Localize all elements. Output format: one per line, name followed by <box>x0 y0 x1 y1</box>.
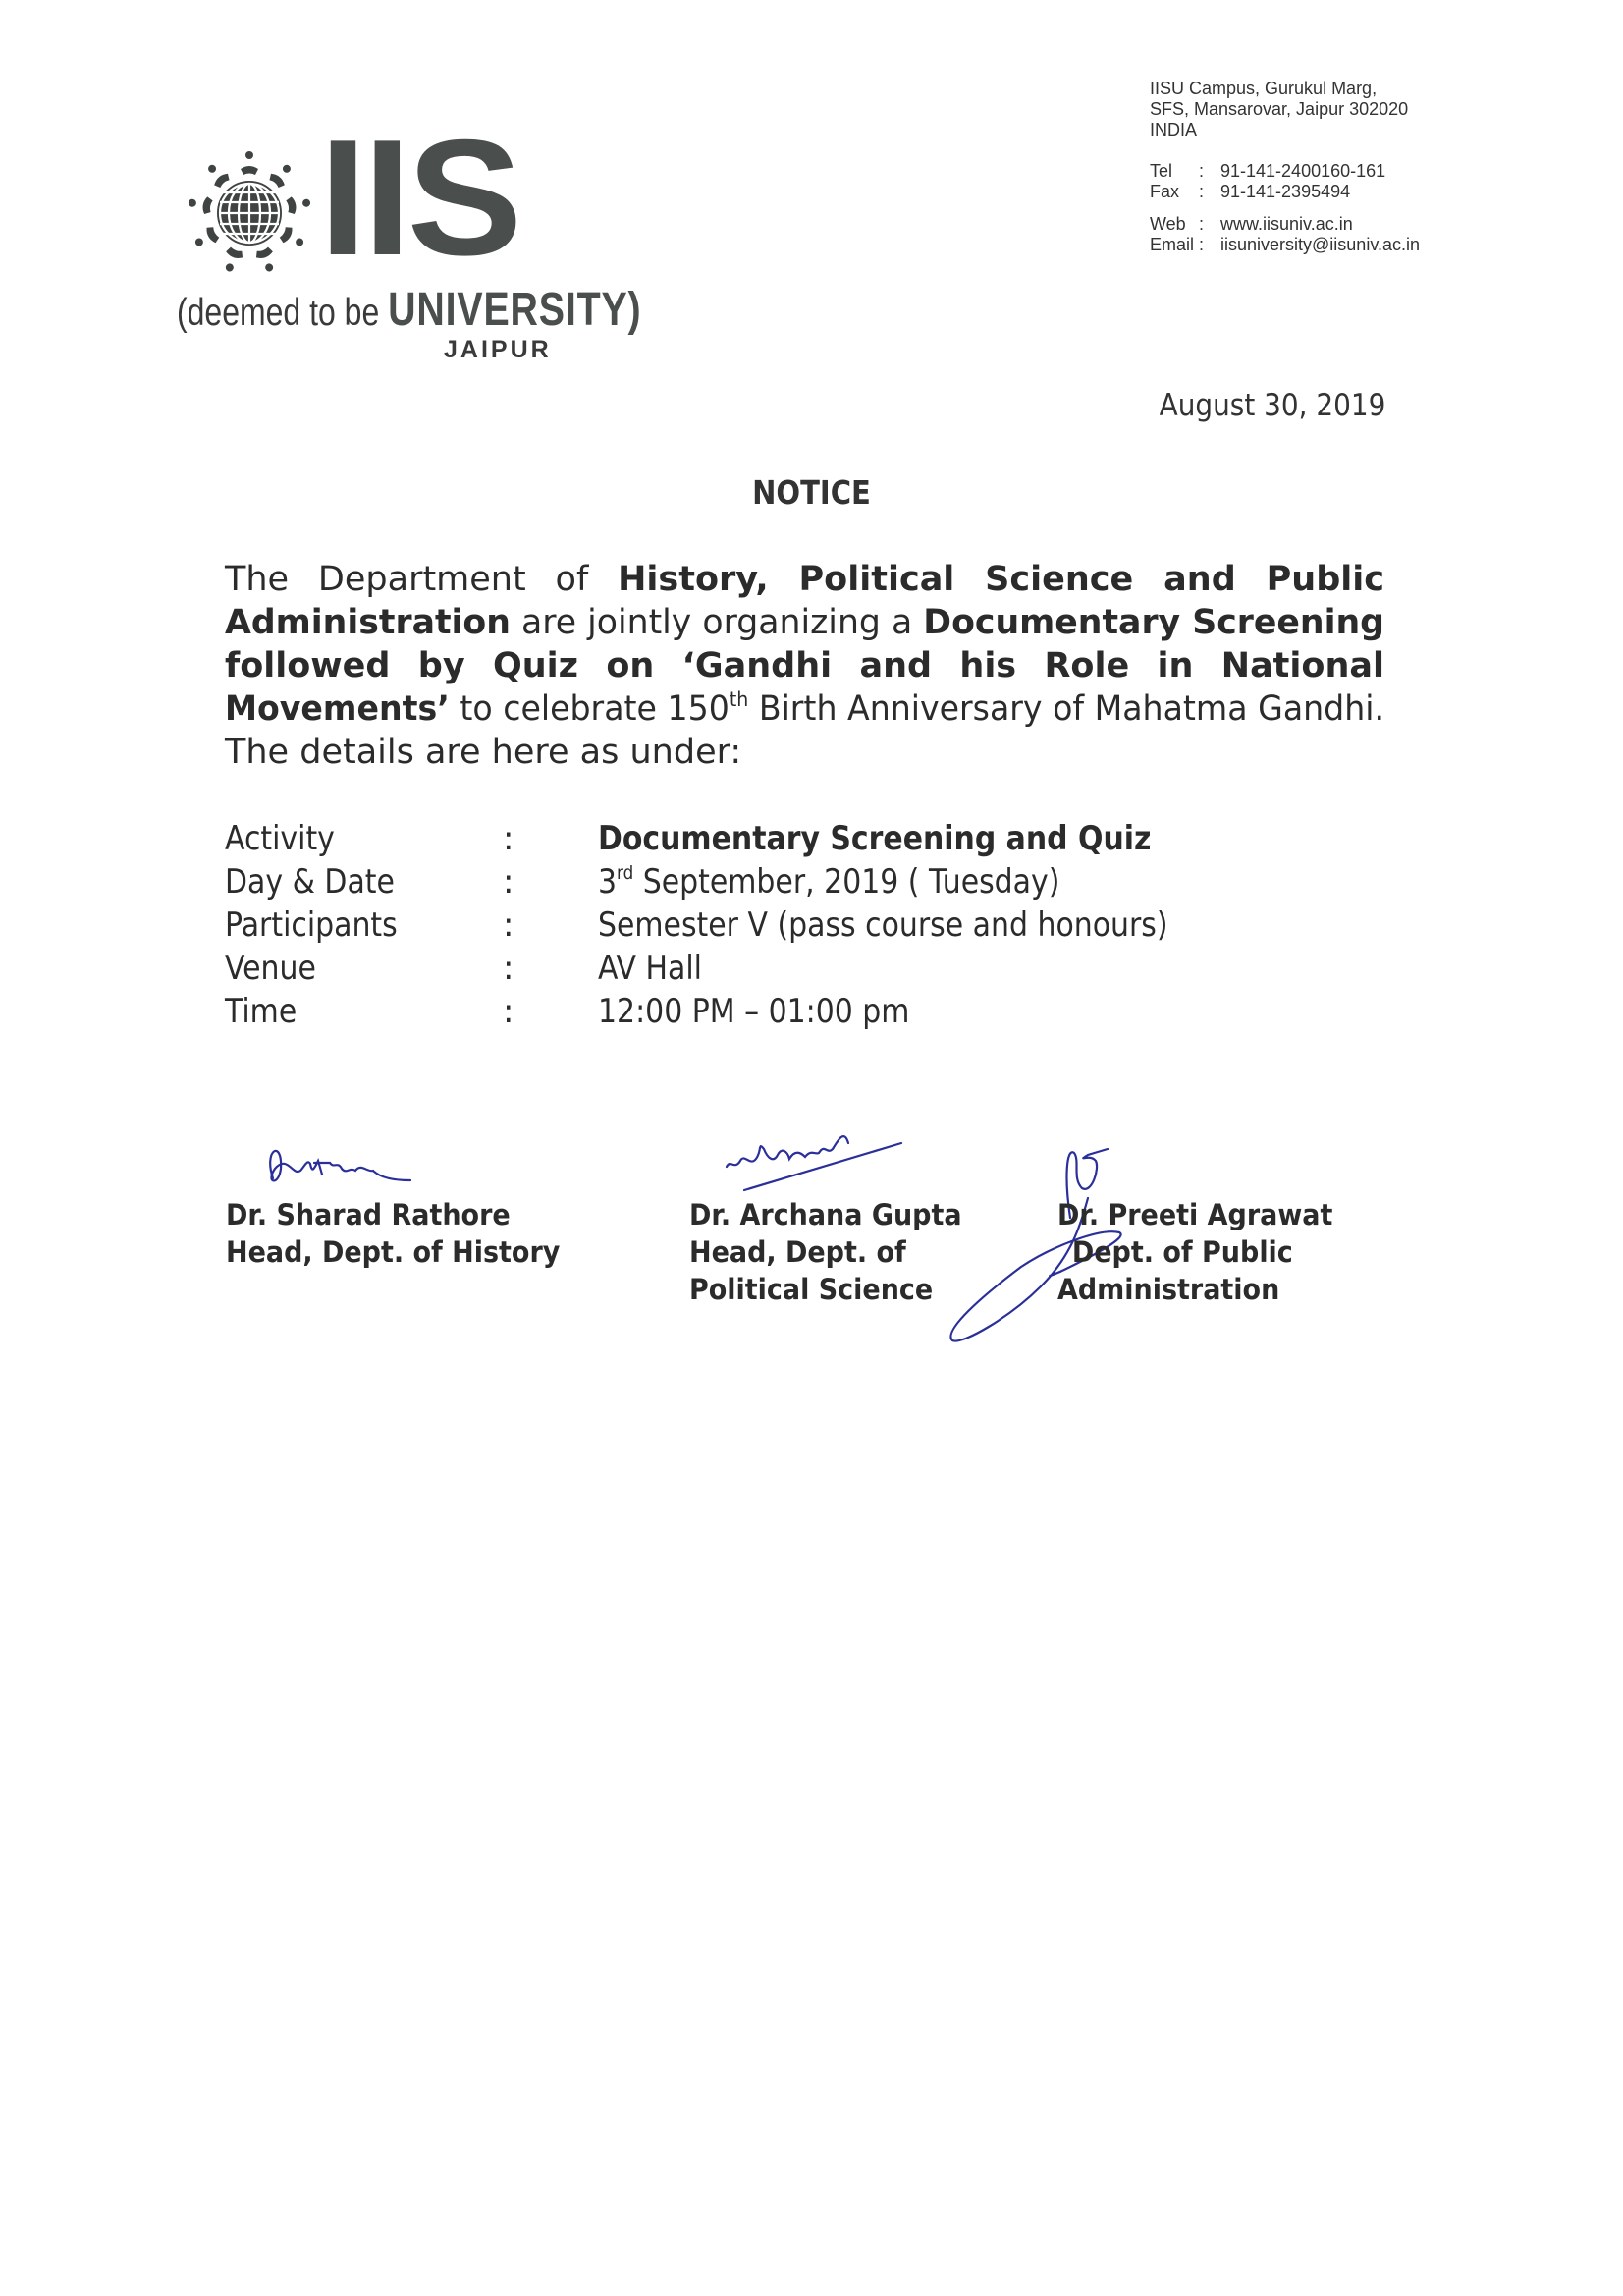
email-label: Email <box>1150 235 1195 254</box>
date-day: 3 <box>598 862 618 902</box>
body-line-2 <box>225 601 1384 644</box>
signatory-title: Dept. of Public <box>1071 1235 1293 1269</box>
body-bold-text: Movements’ <box>225 689 450 729</box>
signatory-department: Political Science <box>689 1273 934 1306</box>
ordinal-suffix: rd <box>617 862 634 884</box>
date-rest: September, 2019 ( Tuesday) <box>633 862 1060 902</box>
globe-emblem-icon <box>182 145 317 281</box>
activity-value: Documentary Screening and Quiz <box>598 819 1152 858</box>
signature-gupta <box>717 1120 933 1198</box>
signature-rathore <box>253 1139 420 1198</box>
email-row <box>1150 235 1420 255</box>
logo-university-text: UNIVERSITY) <box>388 284 642 336</box>
detail-separator: : <box>503 949 514 988</box>
logo-deemed-text: (deemed to be <box>177 292 380 334</box>
body-bold-text: Documentary Screening <box>923 603 1384 642</box>
web-row <box>1150 214 1420 235</box>
signatory-agrawat <box>1057 1196 1353 1308</box>
event-details <box>225 817 1246 1033</box>
detail-value: Semester V (pass course and honours) <box>598 905 1168 945</box>
email-value[interactable]: iisuniversity@iisuniv.ac.in <box>1220 235 1421 254</box>
logo-city: JAIPUR <box>444 336 552 363</box>
web-value[interactable]: www.iisuniv.ac.in <box>1220 214 1353 234</box>
detail-value: 12:00 PM – 01:00 pm <box>598 992 910 1031</box>
notice-title: NOTICE <box>752 473 871 512</box>
detail-row-venue <box>225 947 1246 990</box>
tel-row <box>1150 161 1420 182</box>
detail-value <box>598 817 1226 860</box>
body-text: Birth Anniversary of Mahatma Gandhi. <box>748 689 1385 729</box>
detail-separator: : <box>503 862 514 902</box>
fax-row <box>1150 182 1420 202</box>
detail-separator: : <box>503 992 514 1031</box>
fax-value: 91-141-2395494 <box>1220 182 1351 201</box>
detail-label: Time <box>225 992 298 1031</box>
detail-separator: : <box>503 905 514 945</box>
fax-label: Fax <box>1150 182 1180 201</box>
fax-separator: : <box>1199 182 1205 201</box>
web-label: Web <box>1150 214 1186 234</box>
tel-separator: : <box>1199 161 1205 181</box>
address-line-2: SFS, Mansarovar, Jaipur 302020 <box>1150 99 1409 119</box>
signatory-rathore <box>226 1196 585 1271</box>
logo-tagline <box>177 283 641 337</box>
signatory-name: Dr. Archana Gupta <box>689 1198 962 1231</box>
address-line-3: INDIA <box>1150 120 1198 139</box>
signatory-title: Head, Dept. of <box>689 1235 906 1269</box>
detail-value <box>598 860 1059 903</box>
signatory-gupta <box>689 1196 982 1308</box>
email-separator: : <box>1199 235 1205 254</box>
body-text: to celebrate 150 <box>449 689 730 729</box>
signatory-department: Administration <box>1057 1273 1280 1306</box>
logo-wordmark: IIS <box>319 105 519 290</box>
ordinal-suffix: th <box>729 687 749 711</box>
body-line-1 <box>225 558 1384 601</box>
detail-separator: : <box>503 819 514 858</box>
detail-label: Participants <box>225 905 398 945</box>
body-line-5: The details are here as under: <box>225 733 742 772</box>
detail-row-date <box>225 860 1246 903</box>
address-line-1: IISU Campus, Gurukul Marg, <box>1150 79 1378 98</box>
detail-value: AV Hall <box>598 949 702 988</box>
body-line-4 <box>225 687 1384 731</box>
detail-label: Activity <box>225 819 335 858</box>
tel-value: 91-141-2400160-161 <box>1220 161 1386 181</box>
notice-date: August 30, 2019 <box>1159 388 1385 423</box>
tel-label: Tel <box>1150 161 1173 181</box>
body-text: are jointly organizing a <box>510 603 924 642</box>
body-line-3 <box>225 644 1384 687</box>
contact-address-block <box>1150 79 1420 255</box>
detail-row-time <box>225 990 1246 1033</box>
detail-label: Day & Date <box>225 862 395 902</box>
notice-body <box>225 558 1384 774</box>
body-bold-text: Administration <box>225 603 511 642</box>
body-text: The Department of <box>225 560 619 599</box>
detail-row-participants <box>225 903 1246 947</box>
web-separator: : <box>1199 214 1205 234</box>
detail-row-activity <box>225 817 1246 860</box>
university-logo <box>177 105 642 363</box>
detail-label: Venue <box>225 949 316 988</box>
signatory-name: Dr. Sharad Rathore <box>226 1198 511 1231</box>
body-bold-text: History, Political Science and Public <box>618 560 1384 599</box>
signatory-name: Dr. Preeti Agrawat <box>1057 1198 1333 1231</box>
body-bold-text: followed by Quiz on ‘Gandhi and his Role in National <box>225 646 1384 685</box>
signatory-title: Head, Dept. of History <box>226 1235 561 1269</box>
